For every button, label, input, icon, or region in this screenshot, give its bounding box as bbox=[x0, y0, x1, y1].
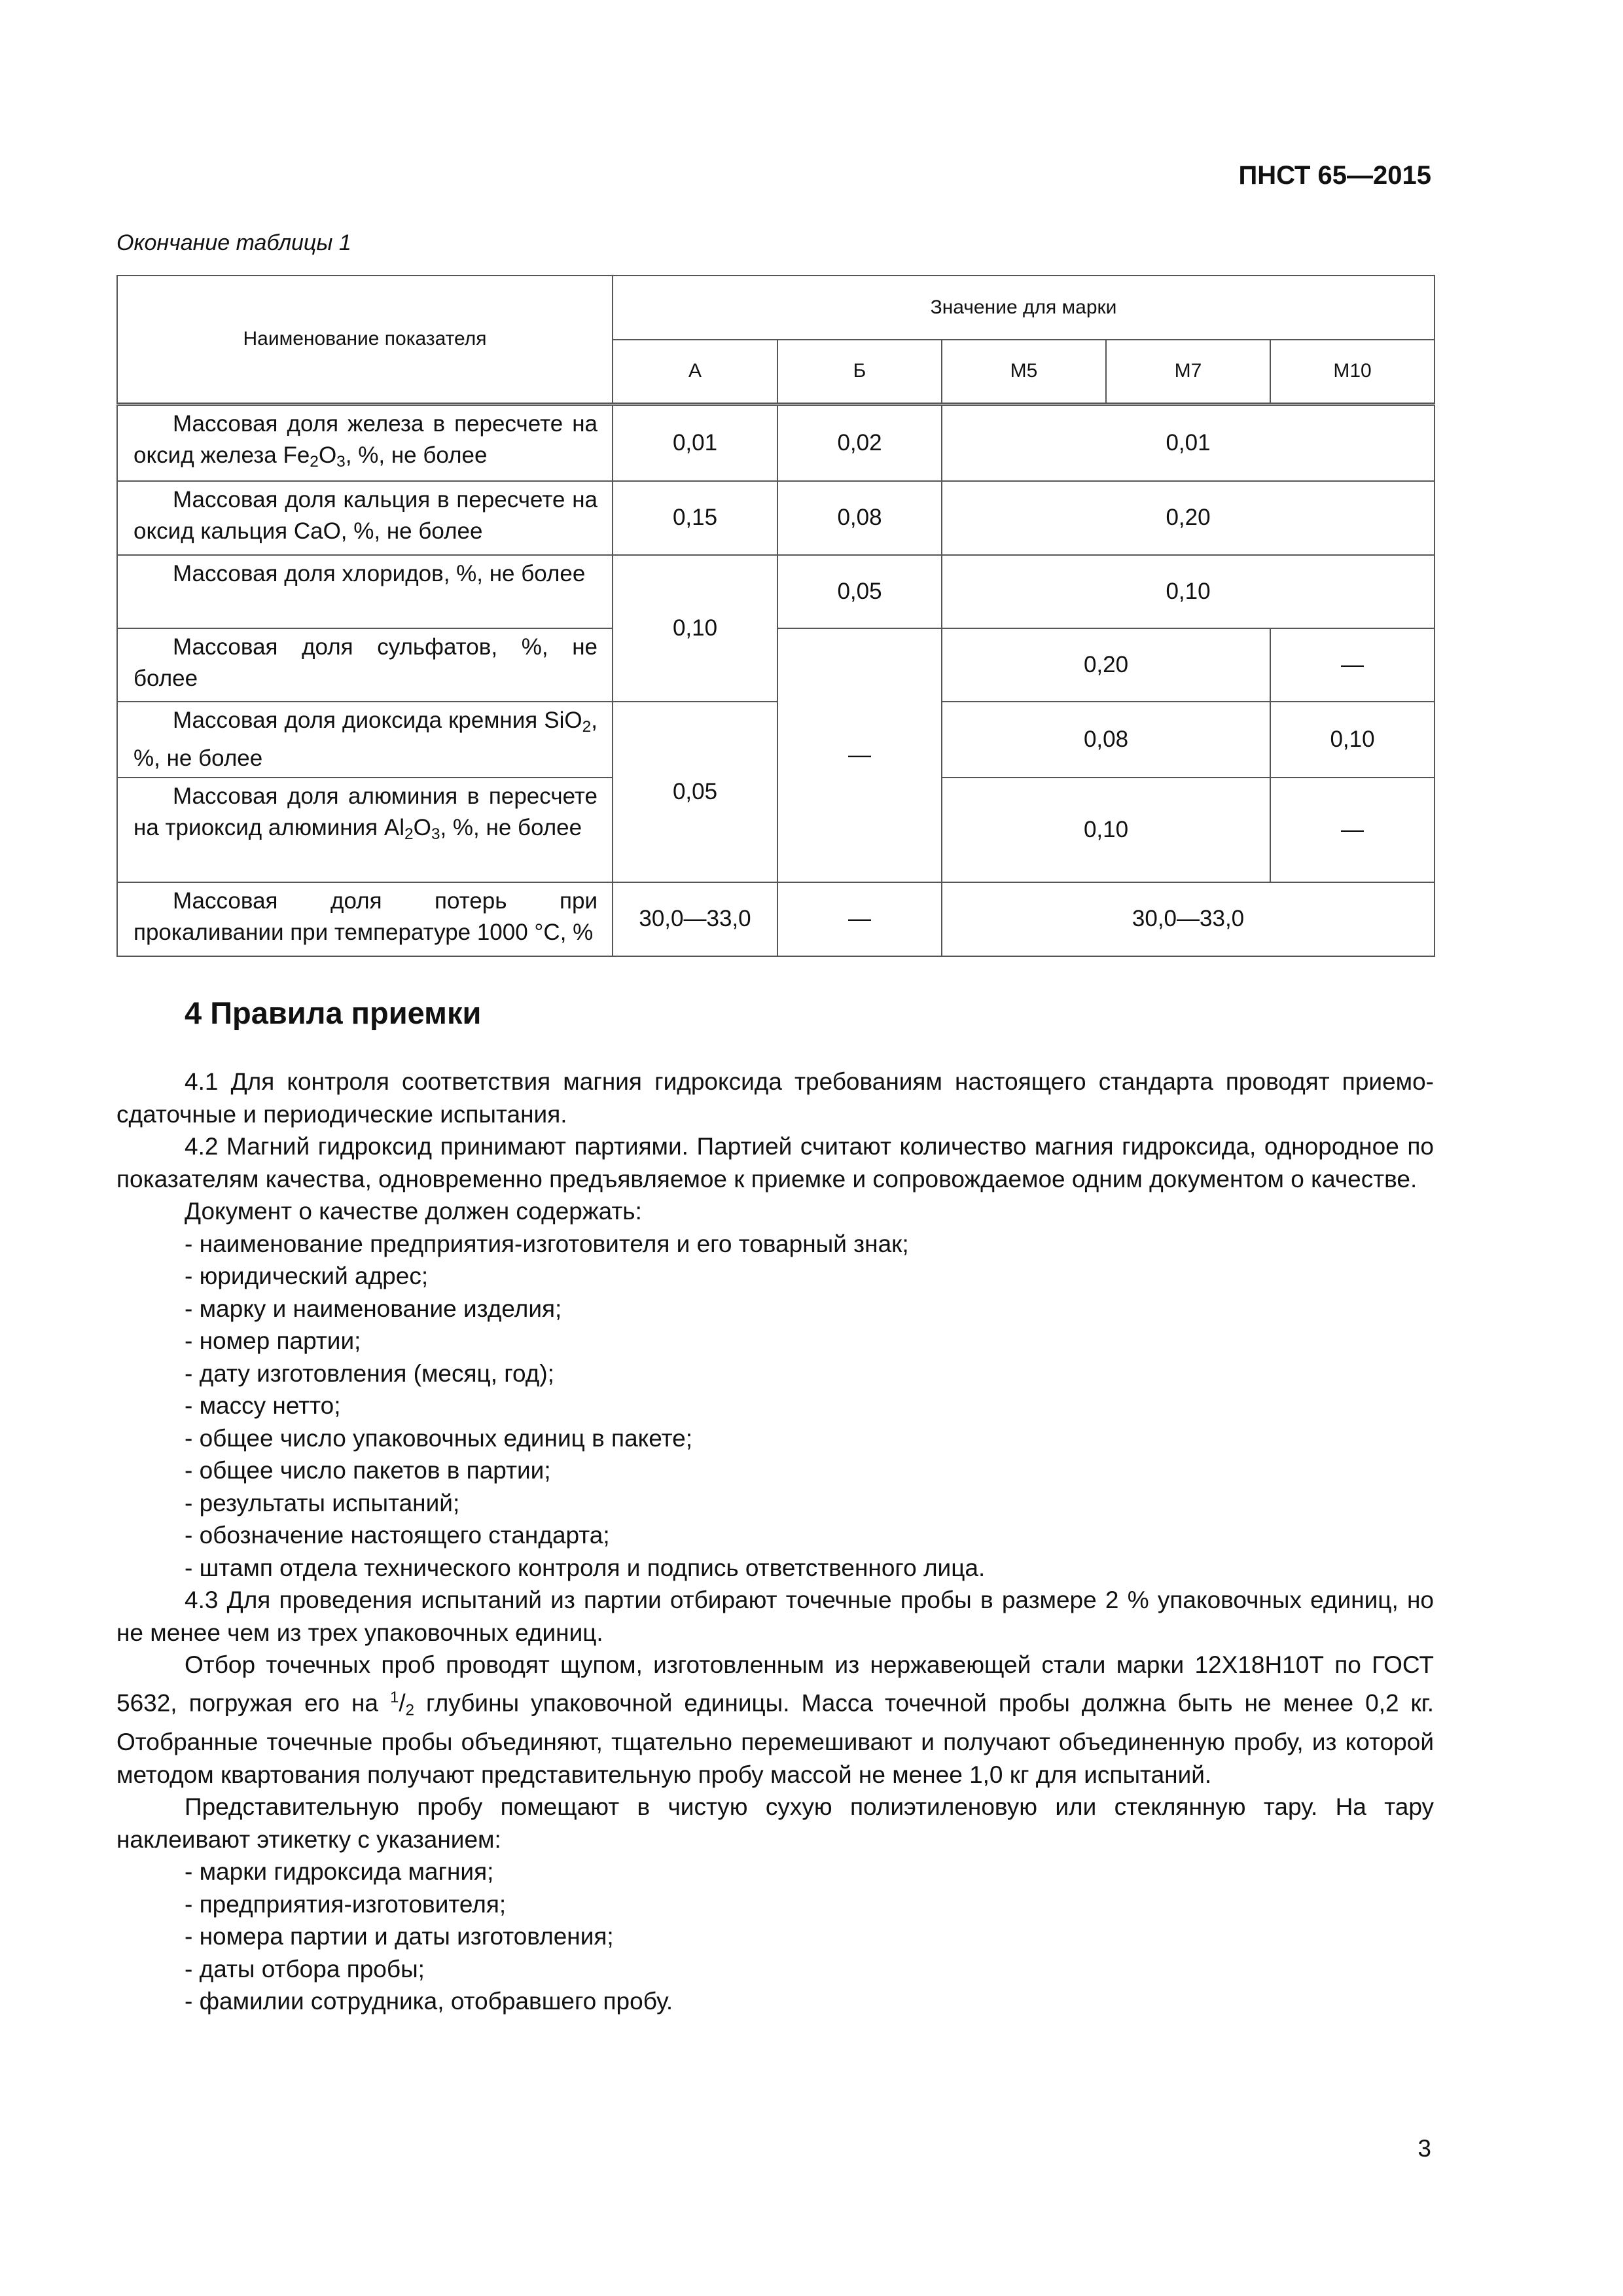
value-cell: — bbox=[777, 882, 942, 956]
value-cell: — bbox=[1270, 628, 1435, 702]
paragraph-4-1: 4.1 Для контроля соответствия магния гидроксида требованиям настоящего стандарта проводят приемо-сдаточные и периодические испытания. bbox=[116, 1068, 1434, 1128]
list-item: - штамп отдела технического контроля и подпись ответственного лица. bbox=[185, 1554, 986, 1581]
row-name: Массовая доля потерь при прокаливании при температуре 1000 °C, % bbox=[117, 882, 613, 956]
list-item: - наименование предприятия-изготовителя и его товарный знак; bbox=[185, 1230, 909, 1257]
value-cell: 0,20 bbox=[942, 628, 1270, 702]
value-cell: — bbox=[1270, 778, 1435, 882]
value-cell: 0,10 bbox=[1270, 702, 1435, 778]
list-item: - номер партии; bbox=[185, 1327, 361, 1354]
list-item: - обозначение настоящего стандарта; bbox=[185, 1522, 610, 1549]
list-item: - марки гидроксида магния; bbox=[185, 1858, 494, 1886]
value-cell: 0,01 bbox=[613, 404, 777, 481]
grade-header: М7 bbox=[1106, 340, 1270, 404]
specification-table bbox=[116, 275, 1435, 957]
paragraph-4-2: 4.2 Магний гидроксид принимают партиями. Партией считают количество магния гидроксида, однородное по показателям качества, одновременно предъявляемое к приемке и сопровождаемое одним документом о качестве. bbox=[116, 1133, 1434, 1193]
list-item: - юридический адрес; bbox=[185, 1263, 429, 1289]
grade-header: Б bbox=[777, 340, 942, 404]
row-name: Массовая доля железа в пересчете на оксид железа $Fe_2O_3$, %, не более bbox=[117, 404, 613, 481]
list-item: - массу нетто; bbox=[185, 1392, 341, 1419]
value-cell: 0,10 bbox=[613, 555, 777, 702]
list-item: - номера партии и даты изготовления; bbox=[185, 1923, 614, 1950]
list-item: - результаты испытаний; bbox=[185, 1489, 460, 1516]
list-item: - дату изготовления (месяц, год); bbox=[185, 1359, 554, 1387]
value-cell: 0,10 bbox=[942, 778, 1270, 882]
value-cell: 0,10 bbox=[942, 555, 1435, 628]
grade-header: М5 bbox=[942, 340, 1106, 404]
table-row bbox=[117, 555, 1435, 628]
value-cell: 0,01 bbox=[942, 404, 1435, 481]
list-item: - общее число упаковочных единиц в пакете; bbox=[185, 1424, 693, 1452]
value-cell: 0,08 bbox=[777, 481, 942, 555]
row-name: Массовая доля кальция в пересчете на оксид кальция CaO, %, не более bbox=[117, 481, 613, 555]
value-cell: 30,0—33,0 bbox=[613, 882, 777, 956]
value-cell: 0,20 bbox=[942, 481, 1435, 555]
row-name: Массовая доля хлоридов, %, не более bbox=[117, 555, 613, 628]
table-caption: Окончание таблицы 1 bbox=[116, 230, 351, 255]
column-header-name: Наименование показателя bbox=[117, 276, 613, 404]
list-item: - марку и наименование изделия; bbox=[185, 1295, 562, 1322]
value-cell: 30,0—33,0 bbox=[942, 882, 1435, 956]
column-header-values: Значение для марки bbox=[613, 276, 1435, 340]
table-row bbox=[117, 702, 1435, 778]
value-cell: 0,02 bbox=[777, 404, 942, 481]
list-item: - общее число пакетов в партии; bbox=[185, 1457, 551, 1484]
value-cell: 0,05 bbox=[613, 702, 777, 882]
container-paragraph: Представительную пробу помещают в чистую сухую полиэтиленовую или стеклянную тару. На тару наклеивают этикетку с указанием: bbox=[116, 1793, 1434, 1853]
page-number: 3 bbox=[1418, 2135, 1431, 2162]
list-item: - предприятия-изготовителя; bbox=[185, 1890, 507, 1918]
sampling-paragraph: Отбор точечных проб проводят щупом, изготовленным из нержавеющей стали марки 12Х18Н10Т по ГОСТ 5632, погружая его на $^1/_2$ глубины упаковочной единицы. Масса точечной пробы должна быть не менее 0,2 кг. Отобранные точечные пробы объединяют, тщательно перемешивают и получают объединенную пробу, из которой методом квартования получают представительную пробу массой не менее 1,0 кг для испытаний. bbox=[116, 1651, 1434, 1788]
section-heading: 4 Правила приемки bbox=[185, 996, 482, 1030]
list-item: - фамилии сотрудника, отобравшего пробу. bbox=[185, 1988, 673, 2015]
row-name: Массовая доля алюминия в пересчете на триоксид алюминия $Al_2O_3$, %, не более bbox=[117, 778, 613, 882]
section-body bbox=[116, 1066, 1434, 2018]
grade-header: М10 bbox=[1270, 340, 1435, 404]
table-row bbox=[117, 404, 1435, 481]
grade-header: А bbox=[613, 340, 777, 404]
table-row bbox=[117, 481, 1435, 555]
table-header-row bbox=[117, 276, 1435, 340]
value-cell: — bbox=[777, 628, 942, 882]
row-name: Массовая доля сульфатов, %, не более bbox=[117, 628, 613, 702]
document-intro: Документ о качестве должен содержать: bbox=[185, 1198, 642, 1225]
value-cell: 0,05 bbox=[777, 555, 942, 628]
document-code: ПНСТ 65—2015 bbox=[1238, 161, 1431, 190]
row-name: Массовая доля диоксида кремния SiO$_2$, %, не более bbox=[117, 702, 613, 778]
paragraph-4-3: 4.3 Для проведения испытаний из партии отбирают точечные пробы в размере 2 % упаковочных единиц, но не менее чем из трех упаковочных единиц. bbox=[116, 1587, 1434, 1646]
value-cell: 0,15 bbox=[613, 481, 777, 555]
value-cell: 0,08 bbox=[942, 702, 1270, 778]
list-item: - даты отбора пробы; bbox=[185, 1955, 425, 1982]
table-row bbox=[117, 882, 1435, 956]
